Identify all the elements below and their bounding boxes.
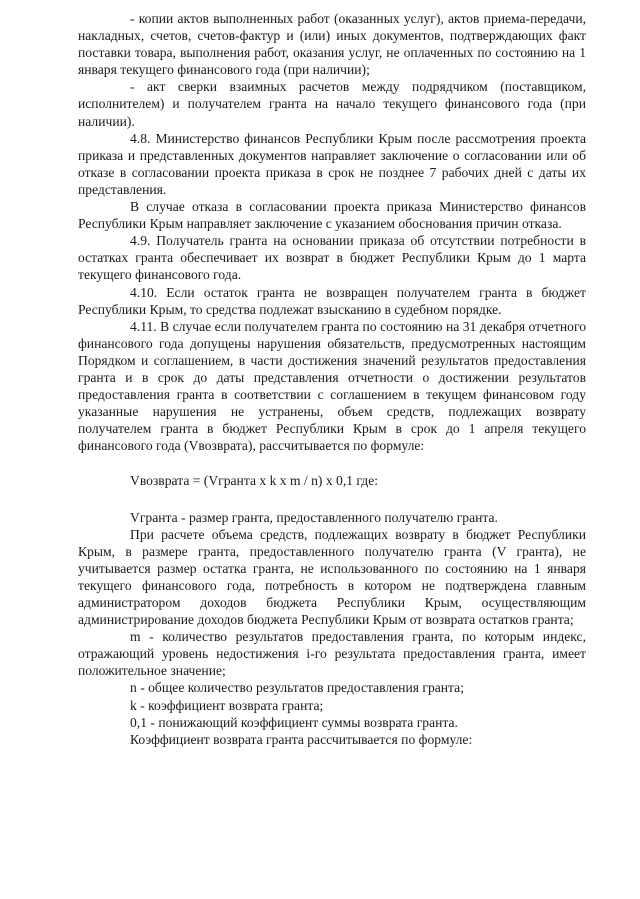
spacer <box>78 490 586 509</box>
paragraph-4-8: 4.8. Министерство финансов Республики Крым после рассмотрения проекта приказа и представленных документов направляет заключение о согласовании или об отказе в согласовании проекта приказа в срок не позднее 7 рабочих дней с даты их представления. <box>78 130 586 197</box>
paragraph-v-grant-definition: Vгранта - размер гранта, предоставленного получателю гранта. <box>130 509 498 525</box>
paragraph-coefficient-definition: 0,1 - понижающий коэффициент суммы возврата гранта. <box>130 714 458 730</box>
paragraph-k-definition: k - коэффициент возврата гранта; <box>130 697 324 713</box>
paragraph-4-10: 4.10. Если остаток гранта не возвращен получателем гранта в бюджет Республики Крым, то средства подлежат взысканию в судебном порядке. <box>78 284 586 317</box>
document-page <box>78 10 586 748</box>
paragraph-m-definition: m - количество результатов предоставления гранта, по которым индекс, отражающий уровень недостижения i-го результата предоставления гранта, имеет положительное значение; <box>78 629 586 679</box>
paragraph-4-11: 4.11. В случае если получателем гранта по состоянию на 31 декабря отчетного финансового года допущены нарушения обязательств, предусмотренных настоящим Порядком и соглашением, в части достижения значений результатов предоставления гранта и в срок до даты представления отчетности о достижении результатов предоставления гранта в соответствии с соглашением в текущем финансовом году указанные нарушения не устранены, объем средств, подлежащих возврату получателем гранта в бюджет Республики Крым в срок до 1 апреля текущего финансового года (Vвозврата), рассчитывается по формуле: <box>78 318 586 454</box>
paragraph-coefficient-formula-intro: Коэффициент возврата гранта рассчитывается по формуле: <box>130 731 473 747</box>
spacer <box>78 454 586 472</box>
paragraph-refusal: В случае отказа в согласовании проекта приказа Министерство финансов Республики Крым направляет заключение с указанием обоснования причин отказа. <box>78 199 586 232</box>
paragraph-calculation-note: При расчете объема средств, подлежащих возврату в бюджет Республики Крым, в размере гранта, предоставленного получателю гранта (V гранта), не учитывается размер остатка гранта, не использованного по состоянию на 1 января текущего финансового года, потребность в котором не подтверждена главным администратором доходов бюджета Республики Крым, осуществляющим администрирование доходов бюджета Республики Крым от возврата остатков гранта; <box>78 526 586 628</box>
formula-return-volume: Vвозврата = (Vгранта x k x m / n) x 0,1 где: <box>130 473 379 489</box>
paragraph-acts-copies: - копии актов выполненных работ (оказанных услуг), актов приема-передачи, накладных, счетов, счетов-фактур и (или) иных документов, подтверждающих факт поставки товара, выполнения работ, оказания услуг, не оплаченных по состоянию на 1 января текущего финансового года (при наличии); <box>78 11 586 78</box>
paragraph-4-9: 4.9. Получатель гранта на основании приказа об отсутствии потребности в остатках гранта обеспечивает их возврат в бюджет Республики Крым до 1 марта текущего финансового года. <box>78 233 586 283</box>
paragraph-n-definition: n - общее количество результатов предоставления гранта; <box>130 680 464 696</box>
paragraph-reconciliation-act: - акт сверки взаимных расчетов между подрядчиком (поставщиком, исполнителем) и получателем гранта на начало текущего финансового года (при наличии). <box>78 79 586 129</box>
